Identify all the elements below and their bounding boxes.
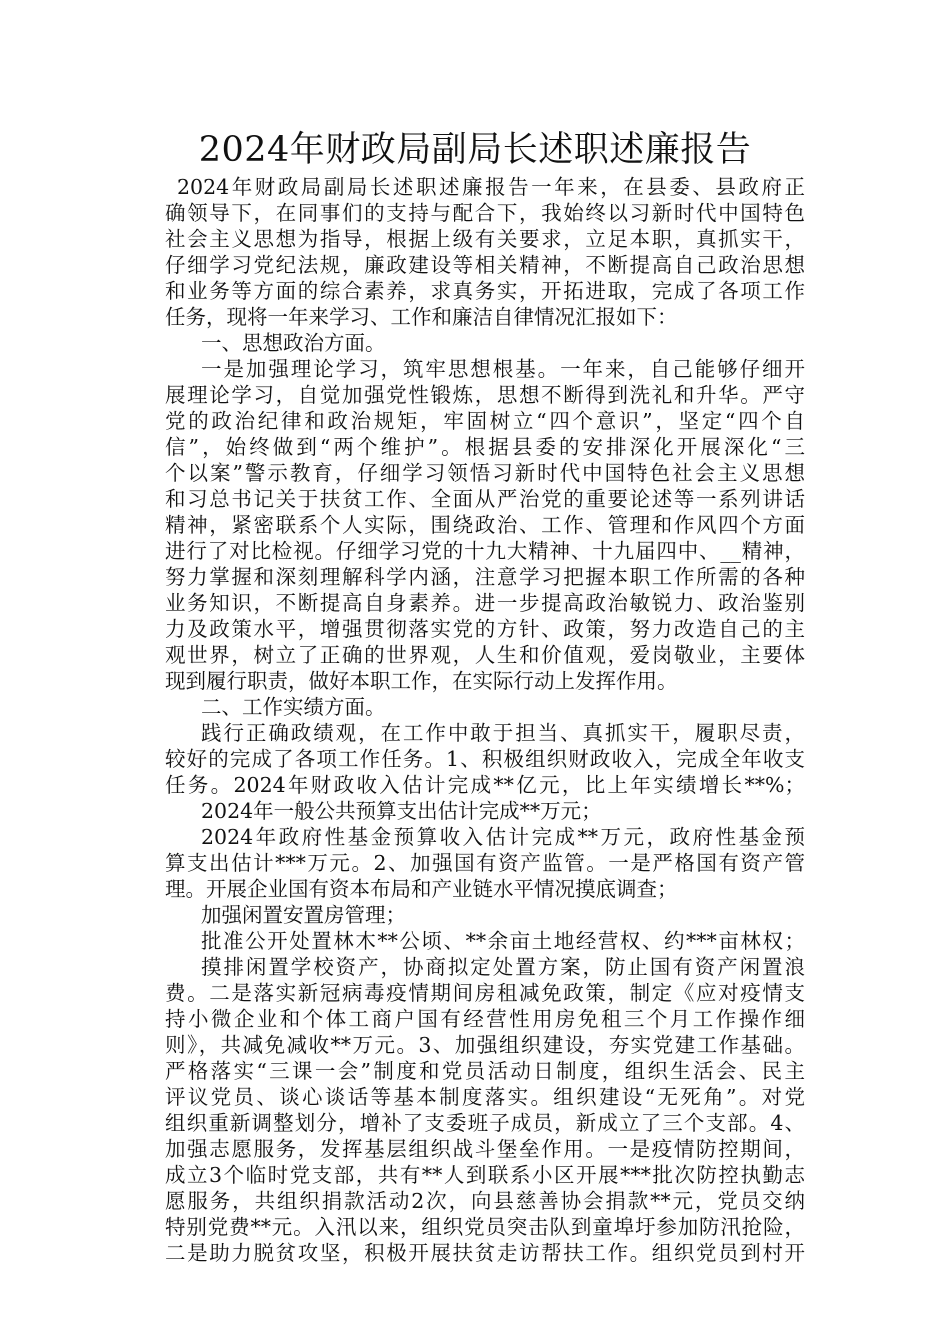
text-line: 观世界，树立了正确的世界观，人生和价值观，爱岗敬业，主要体 <box>165 643 805 667</box>
text-line: 任务，现将一年来学习、工作和廉洁自律情况汇报如下： <box>165 305 678 329</box>
text-line: 现到履行职责，做好本职工作，在实际行动上发挥作用。 <box>165 669 678 693</box>
text-line: 评议党员、谈心谈话等基本制度落实。组织建设“无死角”。对党 <box>165 1085 805 1109</box>
text-line: 展理论学习，自觉加强党性锻炼，思想不断得到洗礼和升华。严守 <box>165 383 805 407</box>
text-line: 社会主义思想为指导，根据上级有关要求，立足本职，真抓实干， <box>165 227 805 251</box>
text-line: 和习总书记关于扶贫工作、全面从严治党的重要论述等一系列讲话 <box>165 487 805 511</box>
text-line: 摸排闲置学校资产，协商拟定处置方案，防止国有资产闲置浪 <box>201 955 805 979</box>
text-line: 精神，紧密联系个人实际，围绕政治、工作、管理和作风四个方面 <box>165 513 805 537</box>
text-line: 批准公开处置林木**公顷、**余亩土地经营权、约***亩林权； <box>201 929 805 953</box>
text-line: 加强闲置安置房管理； <box>201 903 406 927</box>
text-line: 2024年财政局副局长述职述廉报告一年来，在县委、县政府正 <box>177 175 805 199</box>
text-line: 业务知识，不断提高自身素养。进一步提高政治敏锐力、政治鉴别 <box>165 591 805 615</box>
text-line: 特别党费**元。入汛以来，组织党员突击队到童埠圩参加防汛抢险， <box>165 1215 805 1239</box>
text-line: 努力掌握和深刻理解科学内涵，注意学习把握本职工作所需的各种 <box>165 565 805 589</box>
text-line: 二是助力脱贫攻坚，积极开展扶贫走访帮扶工作。组织党员到村开 <box>165 1241 805 1265</box>
text-line: 愿服务，共组织捐款活动2次，向县慈善协会捐款**元，党员交纳 <box>165 1189 805 1213</box>
text-line: 严格落实“三课一会”制度和党员活动日制度，组织生活会、民主 <box>165 1059 805 1083</box>
text-line: 加强志愿服务，发挥基层组织战斗堡垒作用。一是疫情防控期间， <box>165 1137 805 1161</box>
section-heading: 一、思想政治方面。 <box>201 331 386 355</box>
text-line: 任务。2024年财政收入估计完成**亿元，比上年实绩增长**%； <box>165 773 805 797</box>
text-line: 和业务等方面的综合素养，求真务实，开拓进取，完成了各项工作 <box>165 279 805 303</box>
document-title: 2024年财政局副局长述职述廉报告 <box>198 130 752 170</box>
text-line: 费。二是落实新冠病毒疫情期间房租减免政策，制定《应对疫情支 <box>165 981 805 1005</box>
text-line: 2024年一般公共预算支出估计完成**万元； <box>201 799 602 823</box>
text-line: 组织重新调整划分，增补了支委班子成员，新成立了三个支部。4、 <box>165 1111 805 1135</box>
text-line: 践行正确政绩观，在工作中敢于担当、真抓实干，履职尽责， <box>201 721 805 745</box>
text-line: 较好的完成了各项工作任务。1、积极组织财政收入，完成全年收支 <box>165 747 805 771</box>
text-line: 理。开展企业国有资本布局和产业链水平情况摸底调查； <box>165 877 678 901</box>
text-line: 则》，共减免减收**万元。3、加强组织建设，夯实党建工作基础。 <box>165 1033 805 1057</box>
text-line: 个以案”警示教育，仔细学习领悟习新时代中国特色社会主义思想 <box>165 461 805 485</box>
text-line: 持小微企业和个体工商户国有经营性用房免租三个月工作操作细 <box>165 1007 805 1031</box>
document-body <box>165 174 805 1266</box>
text-line: 力及政策水平，增强贯彻落实党的方针、政策，努力改造自己的主 <box>165 617 805 641</box>
text-line: 一是加强理论学习，筑牢思想根基。一年来，自己能够仔细开 <box>201 357 805 381</box>
text-line: 进行了对比检视。仔细学习党的十九大精神、十九届四中、__精神， <box>165 539 805 563</box>
text-line: 算支出估计***万元。2、加强国有资产监管。一是严格国有资产管 <box>165 851 805 875</box>
text-line: 成立3个临时党支部，共有**人到联系小区开展***批次防控执勤志 <box>165 1163 805 1187</box>
text-line: 党的政治纪律和政治规矩，牢固树立“四个意识”，坚定“四个自 <box>165 409 805 433</box>
text-line: 信”，始终做到“两个维护”。根据县委的安排深化开展深化“三 <box>165 435 805 459</box>
text-line: 确领导下，在同事们的支持与配合下，我始终以习新时代中国特色 <box>165 201 805 225</box>
text-line: 仔细学习党纪法规，廉政建设等相关精神，不断提高自己政治思想 <box>165 253 805 277</box>
text-line: 2024年政府性基金预算收入估计完成**万元，政府性基金预 <box>201 825 805 849</box>
section-heading: 二、工作实绩方面。 <box>201 695 386 719</box>
